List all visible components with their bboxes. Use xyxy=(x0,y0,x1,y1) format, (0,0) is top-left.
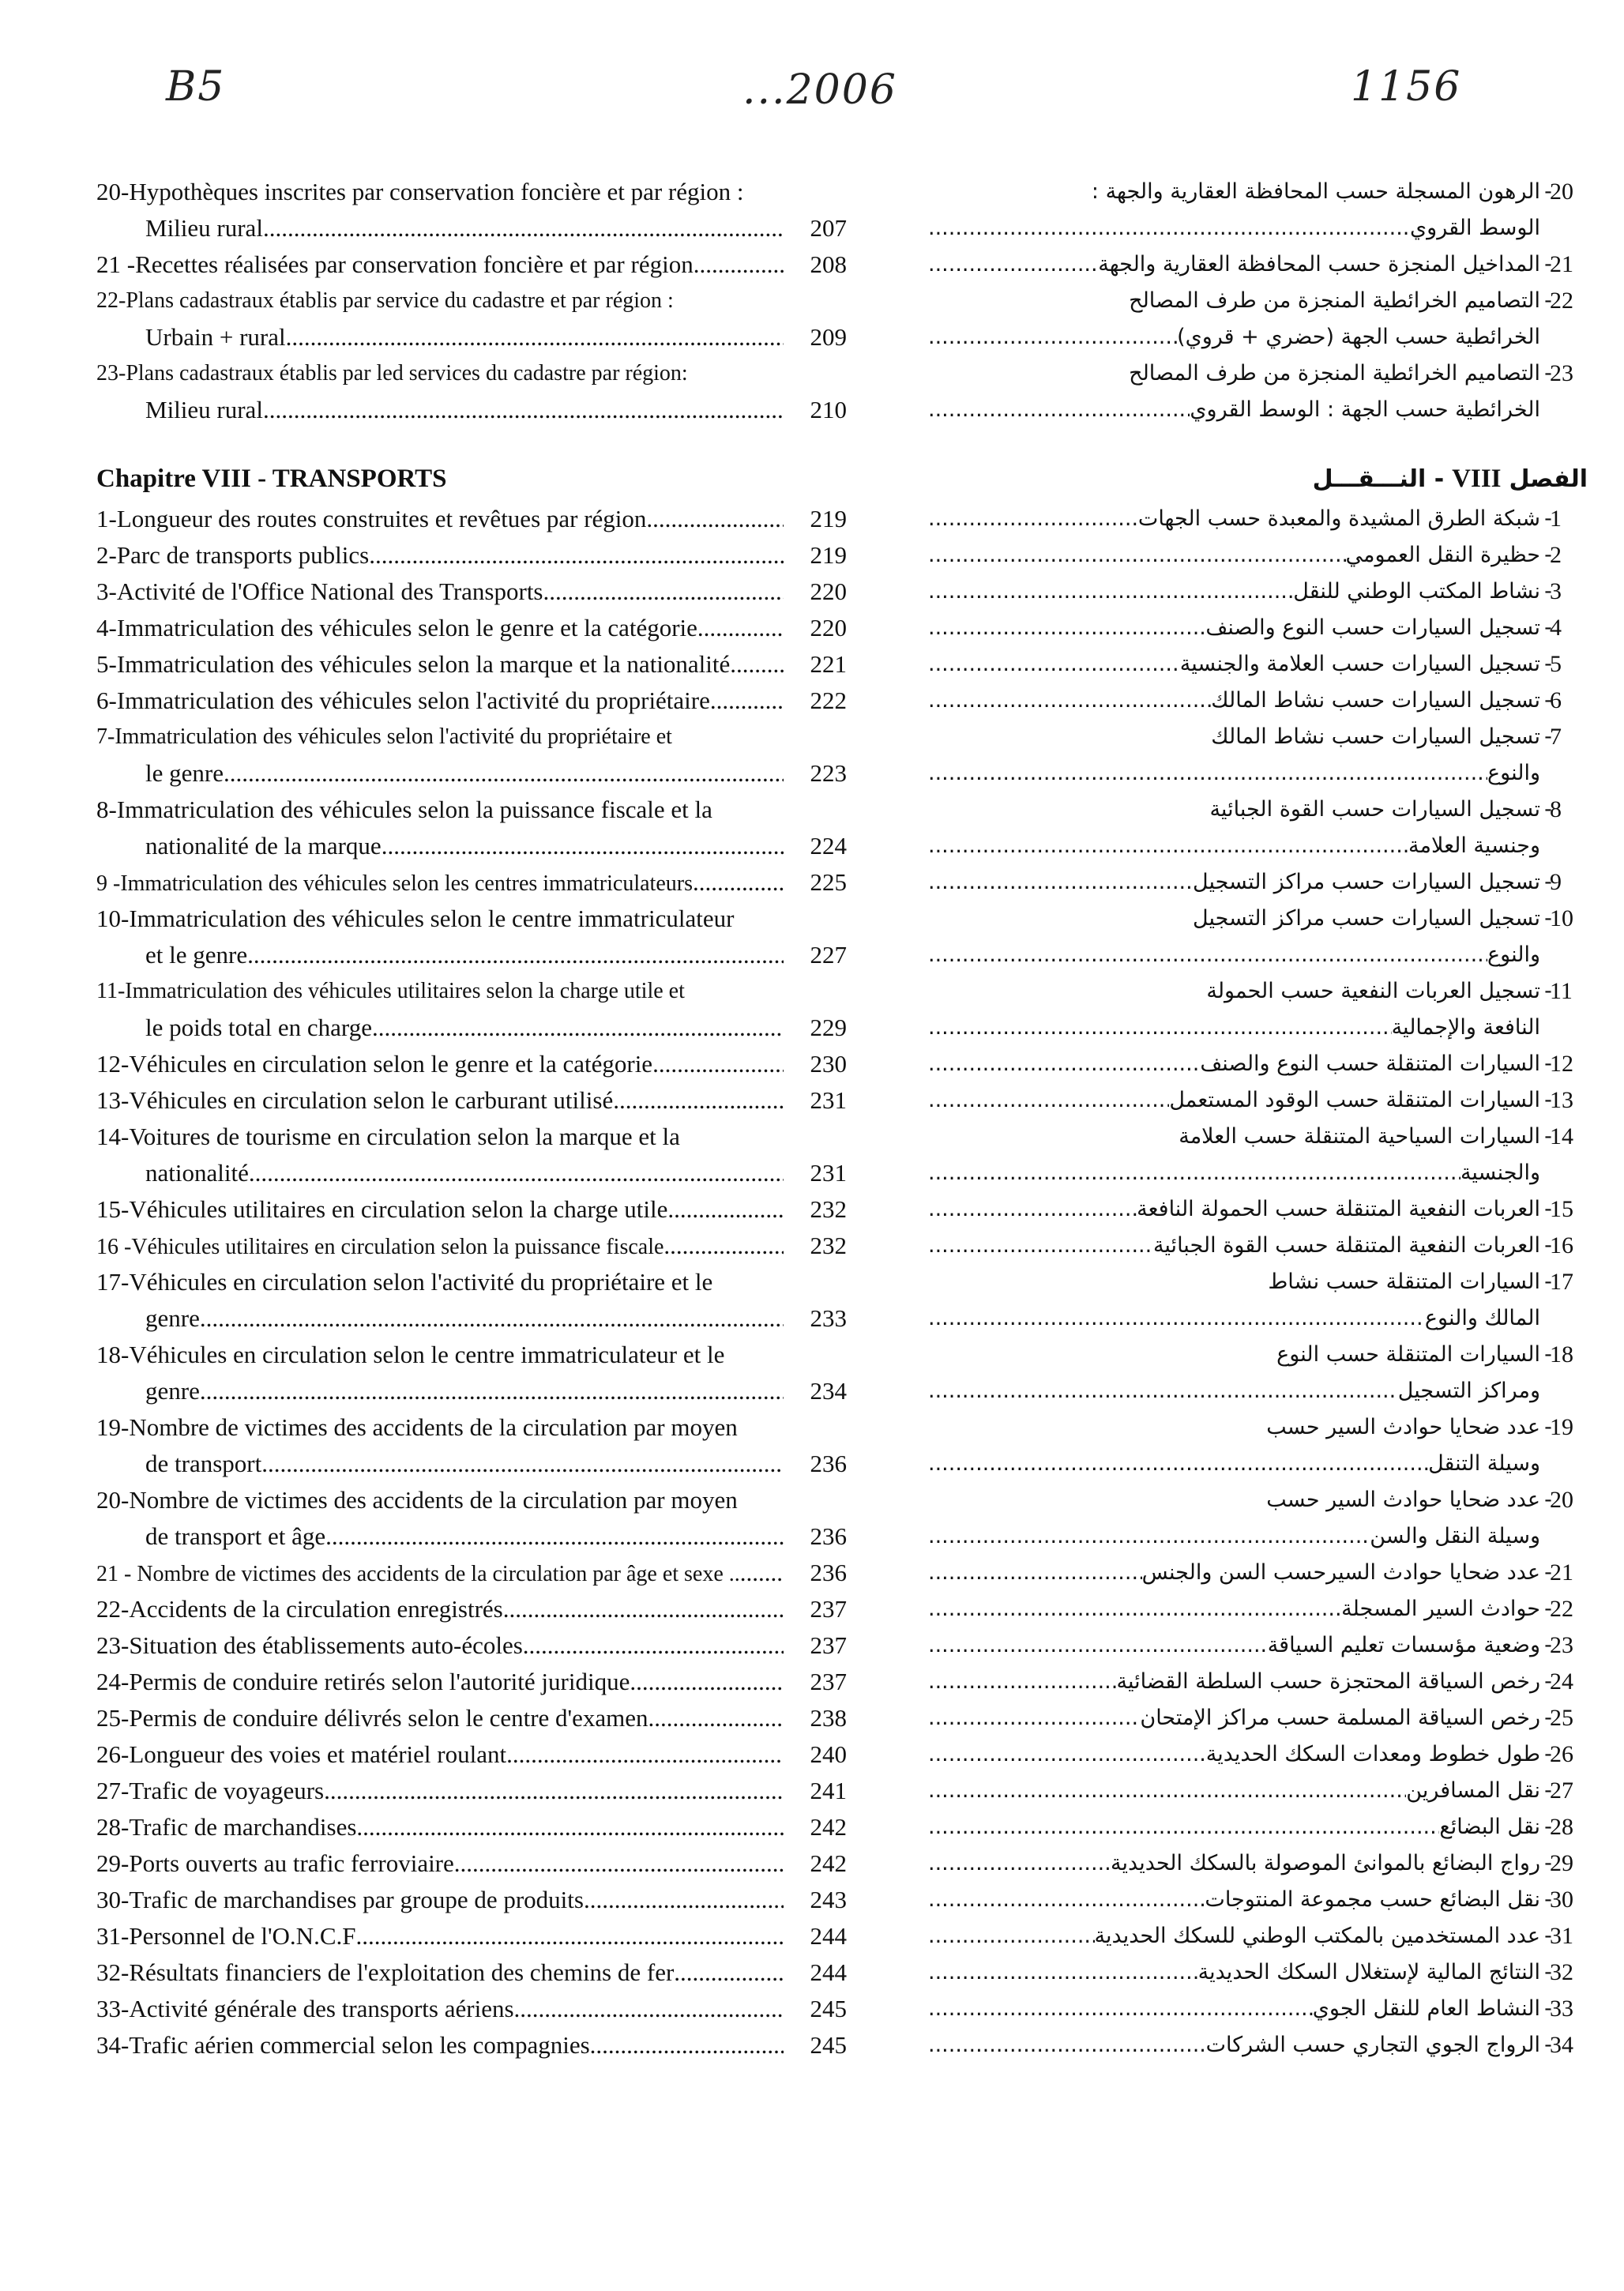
entry-title: et le genre xyxy=(145,941,248,969)
dot-leader xyxy=(740,1555,784,1591)
page-number: 238 xyxy=(810,1704,847,1732)
entry-dash: - xyxy=(1544,906,1552,931)
entry-title: Urbain + rural xyxy=(145,323,286,351)
dot-leader xyxy=(224,755,784,792)
page-number: 221 xyxy=(810,650,847,678)
chapter-title: Chapitre VIII - TRANSPORTS xyxy=(96,465,447,493)
entry-dash: - xyxy=(1544,506,1552,531)
entry-title: رخص السياقة المحتجزة حسب السلطة القضائية xyxy=(1116,1669,1540,1694)
entry-title: المداخيل المنجزة حسب المحافظة العقارية والجهة xyxy=(1098,252,1540,276)
entry-title: 22-Plans cadastraux établis par service du cadastre et par région : xyxy=(96,288,674,313)
page-number: 242 xyxy=(810,1813,847,1841)
dot-leader xyxy=(286,319,784,356)
entry-title: حظيرة النقل العمومي xyxy=(1345,543,1540,567)
entry-title: 31-Personnel de l'O.N.C.F xyxy=(96,1922,356,1950)
page-number: 236 xyxy=(810,1522,847,1550)
entry-number: 8 xyxy=(1550,796,1562,822)
dot-leader xyxy=(652,1046,784,1082)
dot-leader xyxy=(928,755,1487,792)
entry-title: تسجيل السيارات حسب العلامة والجنسية xyxy=(1179,652,1540,676)
dot-leader xyxy=(928,1082,1169,1119)
entry-number: 4 xyxy=(1550,615,1562,641)
page-number: 240 xyxy=(810,1740,847,1768)
dot-leader xyxy=(928,246,1098,283)
entry-dash: - xyxy=(1544,1051,1552,1076)
entry-title: التصاميم الخرائطية المنجزة من طرف المصالح xyxy=(1129,361,1540,386)
entry-title: طول خطوط ومعدات السكك الحديدية xyxy=(1205,1742,1540,1766)
page-number: 233 xyxy=(810,1304,847,1332)
dot-leader xyxy=(263,392,784,428)
entry-title: تسجيل السيارات حسب نشاط المالك xyxy=(1211,688,1540,713)
entry-title: 25-Permis de conduire délivrés selon le centre d'examen xyxy=(96,1704,648,1732)
entry-dash: - xyxy=(1544,1778,1552,1803)
entry-dash: - xyxy=(1544,1270,1552,1294)
dot-leader xyxy=(355,1918,784,1954)
entry-number: 11 xyxy=(1550,978,1573,1004)
entry-dash: - xyxy=(1544,1815,1552,1839)
dot-leader xyxy=(249,1155,784,1191)
entry-title: 27-Trafic de voyageurs xyxy=(96,1777,325,1804)
entry-dash: - xyxy=(1544,870,1552,894)
page-number: 234 xyxy=(810,1377,847,1405)
entry-title: شبكة الطرق المشيدة والمعبدة حسب الجهات xyxy=(1137,506,1540,531)
dot-leader xyxy=(928,1773,1406,1809)
entry-title: والنوع xyxy=(1487,942,1540,967)
entry-title: وسيلة النقل والسن xyxy=(1370,1524,1540,1548)
dot-leader xyxy=(928,1591,1341,1627)
entry-dash: - xyxy=(1544,2033,1552,2057)
entry-title: 10-Immatriculation des véhicules selon le centre immatriculateur xyxy=(96,905,735,932)
dot-leader xyxy=(928,1664,1116,1700)
dot-leader xyxy=(928,1300,1425,1337)
dot-leader xyxy=(584,1882,784,1918)
dot-leader xyxy=(928,1518,1370,1555)
entry-title: الخرائطية حسب الجهة (حضري + قروي) xyxy=(1177,325,1540,349)
dot-leader xyxy=(928,1700,1140,1736)
entry-title: العربات النفعية المتنقلة حسب القوة الجبائية xyxy=(1152,1233,1540,1258)
entry-dash: - xyxy=(1544,688,1552,713)
page-number: 210 xyxy=(810,396,847,423)
entry-title: 29-Ports ouverts au trafic ferroviaire xyxy=(96,1849,454,1877)
entry-number: 32 xyxy=(1550,1959,1573,1985)
entry-dash: - xyxy=(1544,1597,1552,1621)
entry-title: 28-Trafic de marchandises xyxy=(96,1813,357,1841)
handwritten-note-center: ...2006 xyxy=(742,66,897,114)
dot-leader xyxy=(674,1954,784,1991)
entry-number: 21 xyxy=(1550,251,1573,277)
entry-dash: - xyxy=(1544,1924,1552,1948)
page-number: 245 xyxy=(810,2031,847,2059)
dot-leader xyxy=(369,537,784,574)
entry-number: 34 xyxy=(1550,2032,1573,2058)
entry-number: 16 xyxy=(1550,1232,1573,1258)
dot-leader xyxy=(503,1591,784,1627)
entry-title: عدد ضحايا حوادث السير حسب xyxy=(1266,1488,1540,1512)
dot-leader xyxy=(928,210,1410,246)
dot-leader xyxy=(928,1228,1153,1264)
entry-number: 21 xyxy=(1550,1559,1573,1586)
page-number: 207 xyxy=(810,214,847,242)
entry-title: النافعة والإجمالية xyxy=(1391,1015,1540,1040)
dot-leader xyxy=(928,501,1138,537)
dot-leader xyxy=(928,937,1487,973)
entry-title: genre xyxy=(145,1304,200,1332)
dot-leader xyxy=(200,1300,784,1337)
entry-dash: - xyxy=(1544,1197,1552,1221)
entry-title: تسجيل السيارات حسب القوة الجبائية xyxy=(1209,797,1540,822)
entry-number: 15 xyxy=(1550,1196,1573,1222)
entry-dash: - xyxy=(1544,1560,1552,1585)
page-number: 232 xyxy=(810,1232,847,1259)
entry-title: 32-Résultats financiers de l'exploitation des chemins de fer xyxy=(96,1958,675,1986)
entry-number: 6 xyxy=(1550,687,1562,713)
entry-title: 2-Parc de transports publics xyxy=(96,541,370,569)
entry-title: 26-Longueur des voies et matériel roulant xyxy=(96,1740,507,1768)
page-number: 209 xyxy=(810,323,847,351)
dot-leader xyxy=(928,1627,1268,1664)
dot-leader xyxy=(928,610,1205,646)
entry-dash: - xyxy=(1544,797,1552,822)
entry-title: عدد المستخدمين بالمكتب الوطني للسكك الحديدية xyxy=(1094,1924,1540,1948)
entry-dash: - xyxy=(1544,1996,1552,2021)
entry-title: 23-Plans cadastraux établis par led services du cadastre par région: xyxy=(96,361,688,386)
dot-leader xyxy=(928,574,1293,610)
dot-leader xyxy=(261,1446,784,1482)
entry-title: نقل البضائع حسب مجموعة المنتوجات xyxy=(1205,1887,1540,1912)
entry-title: 3-Activité de l'Office National des Transports xyxy=(96,577,543,605)
entry-title: تسجيل السيارات حسب النوع والصنف xyxy=(1205,615,1540,640)
page-number: 219 xyxy=(810,541,847,569)
entry-title: والجنسية xyxy=(1460,1161,1540,1185)
entry-title: التصاميم الخرائطية المنجزة من طرف المصالح xyxy=(1129,288,1540,313)
entry-dash: - xyxy=(1544,1415,1552,1439)
entry-title: 7-Immatriculation des véhicules selon l'activité du propriétaire et xyxy=(96,724,672,749)
entry-title: nationalité de la marque xyxy=(145,832,382,860)
dot-leader xyxy=(928,537,1346,574)
dot-leader xyxy=(697,610,784,646)
entry-title: 30-Trafic de marchandises par groupe de produits xyxy=(96,1886,584,1913)
entry-title: الوسط القروي xyxy=(1410,216,1540,240)
chapter-roman: VIII xyxy=(1452,465,1502,493)
entry-title: 33-Activité générale des transports aériens xyxy=(96,1995,514,2022)
entry-title: نقل البضائع xyxy=(1439,1815,1540,1839)
entry-dash: - xyxy=(1544,1233,1552,1258)
handwritten-note-right: 1156 xyxy=(1351,63,1462,111)
page-number: 236 xyxy=(810,1450,847,1477)
dot-leader xyxy=(928,2027,1206,2063)
dot-leader xyxy=(613,1082,784,1119)
dot-leader xyxy=(646,501,784,537)
entry-number: 22 xyxy=(1550,288,1573,314)
entry-number: 28 xyxy=(1550,1814,1573,1840)
dot-leader xyxy=(506,1736,784,1773)
entry-title: نقل المسافرين xyxy=(1406,1778,1540,1803)
entry-title: الخرائطية حسب الجهة : الوسط القروي xyxy=(1190,397,1540,422)
dot-leader xyxy=(730,646,784,683)
page-number: 225 xyxy=(810,868,847,896)
entry-number: 9 xyxy=(1550,869,1562,895)
dot-leader xyxy=(928,828,1408,864)
entry-dash: - xyxy=(1544,1124,1552,1149)
entry-dash: - xyxy=(1544,1887,1552,1912)
page-number: 244 xyxy=(810,1958,847,1986)
entry-number: 20 xyxy=(1550,179,1573,205)
entry-title: عدد ضحايا حوادث السيرحسب السن والجنس xyxy=(1141,1560,1540,1585)
dot-leader xyxy=(514,1991,784,2027)
page-number: 241 xyxy=(810,1777,847,1804)
entry-dash: - xyxy=(1544,288,1552,313)
entry-title: 23-Situation des établissements auto-écoles xyxy=(96,1631,523,1659)
entry-title: 9 -Immatriculation des véhicules selon les centres immatriculateurs xyxy=(96,871,693,896)
dot-leader xyxy=(928,1954,1198,1991)
page-number: 237 xyxy=(810,1595,847,1623)
dot-leader xyxy=(928,1446,1428,1482)
entry-number: 17 xyxy=(1550,1269,1573,1295)
chapter-name: - النـــقـــل xyxy=(1312,465,1445,493)
entry-title: 16 -Véhicules utilitaires en circulation selon la puissance fiscale xyxy=(96,1235,664,1259)
dot-leader xyxy=(928,1809,1439,1845)
entry-dash: - xyxy=(1544,252,1552,276)
entry-title: 15-Véhicules utilitaires en circulation selon la charge utile xyxy=(96,1195,668,1223)
page-number: 237 xyxy=(810,1668,847,1695)
entry-title: genre xyxy=(145,1377,200,1405)
page-number: 220 xyxy=(810,577,847,605)
entry-title: 6-Immatriculation des véhicules selon l'activité du propriétaire xyxy=(96,687,710,714)
page-number: 243 xyxy=(810,1886,847,1913)
entry-title: 21 -Recettes réalisées par conservation foncière et par région xyxy=(96,250,694,278)
entry-title: المالك والنوع xyxy=(1424,1306,1540,1330)
entry-title: le poids total en charge xyxy=(145,1014,372,1041)
entry-number: 14 xyxy=(1550,1123,1573,1149)
entry-title: 13-Véhicules en circulation selon le carburant utilisé xyxy=(96,1086,614,1114)
entry-title: 17-Véhicules en circulation selon l'activité du propriétaire et le xyxy=(96,1268,713,1296)
dot-leader xyxy=(928,1010,1392,1046)
entry-dash: - xyxy=(1544,1088,1552,1112)
page-number: 230 xyxy=(810,1050,847,1078)
dot-leader xyxy=(325,1518,784,1555)
dot-leader xyxy=(664,1228,784,1264)
dot-leader xyxy=(928,1555,1142,1591)
page-number: 236 xyxy=(810,1559,847,1586)
entry-title: 11-Immatriculation des véhicules utilitaires selon la charge utile et xyxy=(96,979,685,1003)
entry-title: النتائج المالية لإستغلال السكك الحديدية xyxy=(1197,1960,1540,1984)
dot-leader xyxy=(630,1664,784,1700)
entry-title: de transport xyxy=(145,1450,262,1477)
page-number: 222 xyxy=(810,687,847,714)
entry-number: 22 xyxy=(1550,1596,1573,1622)
entry-title: nationalité xyxy=(145,1159,249,1187)
dot-leader xyxy=(590,2027,784,2063)
entry-title: 14-Voitures de tourisme en circulation selon la marque et la xyxy=(96,1123,680,1150)
chapter-title-arabic xyxy=(1313,465,1588,494)
entry-dash: - xyxy=(1544,1488,1552,1512)
page-number: 237 xyxy=(810,1631,847,1659)
entry-title: رواج البضائع بالموانئ الموصولة بالسكك الحديدية xyxy=(1111,1851,1540,1875)
dot-leader xyxy=(694,246,784,283)
entry-dash: - xyxy=(1544,579,1552,604)
dot-leader xyxy=(928,1918,1095,1954)
entry-title: وسيلة التنقل xyxy=(1428,1451,1540,1476)
entry-dash: - xyxy=(1544,1633,1552,1657)
entry-dash: - xyxy=(1544,615,1552,640)
entry-title: de transport et âge xyxy=(145,1522,326,1550)
entry-dash: - xyxy=(1544,652,1552,676)
dot-leader xyxy=(200,1373,784,1409)
page-number: 229 xyxy=(810,1014,847,1041)
entry-number: 25 xyxy=(1550,1705,1573,1731)
entry-number: 27 xyxy=(1550,1778,1573,1804)
dot-leader xyxy=(693,864,784,901)
entry-title: 18-Véhicules en circulation selon le centre immatriculateur et le xyxy=(96,1341,725,1368)
page-number: 232 xyxy=(810,1195,847,1223)
dot-leader xyxy=(382,828,784,864)
entry-title: الرواج الجوي التجاري حسب الشركات xyxy=(1205,2033,1540,2057)
entry-title: النشاط العام للنقل الجوي xyxy=(1312,1996,1540,2021)
entry-number: 7 xyxy=(1550,724,1562,750)
entry-dash: - xyxy=(1544,724,1552,749)
page-number: 227 xyxy=(810,941,847,969)
entry-number: 20 xyxy=(1550,1487,1573,1513)
entry-dash: - xyxy=(1544,1342,1552,1367)
dot-leader xyxy=(928,1046,1200,1082)
dot-leader xyxy=(667,1191,784,1228)
page-number: 244 xyxy=(810,1922,847,1950)
entry-title: 8-Immatriculation des véhicules selon la puissance fiscale et la xyxy=(96,796,712,823)
page-number: 208 xyxy=(810,250,847,278)
entry-title: Milieu rural xyxy=(145,396,263,423)
entry-title: السيارات المتنقلة حسب نشاط xyxy=(1268,1270,1540,1294)
dot-leader xyxy=(648,1700,784,1736)
entry-title: 19-Nombre de victimes des accidents de la circulation par moyen xyxy=(96,1413,738,1441)
entry-title: 22-Accidents de la circulation enregistrés xyxy=(96,1595,503,1623)
dot-leader xyxy=(247,937,784,973)
entry-title: 34-Trafic aérien commercial selon les compagnies xyxy=(96,2031,590,2059)
page-number: 219 xyxy=(810,505,847,532)
entry-number: 18 xyxy=(1550,1341,1573,1367)
entry-dash: - xyxy=(1544,361,1552,386)
page-number: 223 xyxy=(810,759,847,787)
dot-leader xyxy=(372,1010,784,1046)
entry-title: عدد ضحايا حوادث السير حسب xyxy=(1266,1415,1540,1439)
entry-title: 20-Hypothèques inscrites par conservation foncière et par région : xyxy=(96,178,744,205)
dot-leader xyxy=(523,1627,784,1664)
entry-title: 4-Immatriculation des véhicules selon le genre et la catégorie xyxy=(96,614,697,641)
entry-dash: - xyxy=(1544,1669,1552,1694)
entry-number: 10 xyxy=(1550,905,1573,931)
entry-title: نشاط المكتب الوطني للنقل xyxy=(1293,579,1540,604)
dot-leader xyxy=(928,392,1190,428)
dot-leader xyxy=(928,864,1193,901)
entry-number: 1 xyxy=(1550,506,1562,532)
page-number: 231 xyxy=(810,1086,847,1114)
page-number: 231 xyxy=(810,1159,847,1187)
entry-title: والنوع xyxy=(1487,761,1540,785)
entry-title: رخص السياقة المسلمة حسب مراكز الإمتحان xyxy=(1140,1706,1540,1730)
entry-title: 12-Véhicules en circulation selon le genre et la catégorie xyxy=(96,1050,653,1078)
page-number: 224 xyxy=(810,832,847,860)
entry-title: 1-Longueur des routes construites et revêtues par région xyxy=(96,505,647,532)
entry-number: 12 xyxy=(1550,1051,1573,1077)
dot-leader xyxy=(928,1736,1206,1773)
entry-title: 24-Permis de conduire retirés selon l'autorité juridique xyxy=(96,1668,630,1695)
entry-number: 23 xyxy=(1550,1632,1573,1658)
dot-leader xyxy=(928,1373,1398,1409)
entry-dash: - xyxy=(1544,1742,1552,1766)
entry-number: 33 xyxy=(1550,1996,1573,2022)
dot-leader xyxy=(928,1991,1313,2027)
entry-title: وجنسية العلامة xyxy=(1408,833,1540,858)
chapter-prefix: الفصل xyxy=(1509,465,1588,493)
entry-title: السيارات المتنقلة حسب النوع والصنف xyxy=(1200,1051,1540,1076)
dot-leader xyxy=(543,574,784,610)
entry-title: Milieu rural xyxy=(145,214,263,242)
dot-leader xyxy=(356,1809,784,1845)
entry-title: تسجيل السيارات حسب مراكز التسجيل xyxy=(1193,870,1540,894)
dot-leader xyxy=(928,1845,1111,1882)
entry-number: 13 xyxy=(1550,1087,1573,1113)
entry-number: 24 xyxy=(1550,1668,1573,1695)
entry-dash: - xyxy=(1544,543,1552,567)
entry-title: تسجيل العربات النفعية حسب الحمولة xyxy=(1206,979,1540,1003)
entry-dash: - xyxy=(1544,1960,1552,1984)
entry-title: السيارات المتنقلة حسب النوع xyxy=(1276,1342,1540,1367)
entry-dash: - xyxy=(1544,1706,1552,1730)
entry-title: وضعية مؤسسات تعليم السياقة xyxy=(1267,1633,1540,1657)
dot-leader xyxy=(263,210,784,246)
entry-title: 5-Immatriculation des véhicules selon la marque et la nationalité xyxy=(96,650,731,678)
entry-number: 2 xyxy=(1550,542,1562,568)
entry-title: حوادث السير المسجلة xyxy=(1341,1597,1540,1621)
entry-title: ومراكز التسجيل xyxy=(1397,1379,1540,1403)
dot-leader xyxy=(928,646,1180,683)
entry-title: تسجيل السيارات حسب نشاط المالك xyxy=(1211,724,1540,749)
page-number: 242 xyxy=(810,1849,847,1877)
entry-number: 3 xyxy=(1550,578,1562,604)
page-number: 245 xyxy=(810,1995,847,2022)
dot-leader xyxy=(710,683,784,719)
entry-title: السيارات السياحية المتنقلة حسب العلامة xyxy=(1179,1124,1540,1149)
entry-number: 23 xyxy=(1550,360,1573,386)
handwritten-note-left: B5 xyxy=(166,63,226,111)
entry-number: 26 xyxy=(1550,1741,1573,1767)
entry-dash: - xyxy=(1544,979,1552,1003)
entry-number: 29 xyxy=(1550,1850,1573,1876)
dot-leader xyxy=(928,1191,1137,1228)
dot-leader xyxy=(928,1155,1460,1191)
entry-title: تسجيل السيارات حسب مراكز التسجيل xyxy=(1193,906,1540,931)
entry-number: 31 xyxy=(1550,1923,1573,1949)
page-number: 220 xyxy=(810,614,847,641)
entry-title: le genre xyxy=(145,759,224,787)
dot-leader xyxy=(324,1773,784,1809)
entry-dash: - xyxy=(1544,1851,1552,1875)
entry-title: 20-Nombre de victimes des accidents de la circulation par moyen xyxy=(96,1486,738,1514)
entry-title: العربات النفعية المتنقلة حسب الحمولة النافعة xyxy=(1137,1197,1540,1221)
dot-leader xyxy=(454,1845,784,1882)
entry-number: 19 xyxy=(1550,1414,1573,1440)
dot-leader xyxy=(928,319,1177,356)
entry-title: السيارات المتنقلة حسب الوقود المستعمل xyxy=(1169,1088,1540,1112)
dot-leader xyxy=(928,683,1211,719)
entry-title: 21 - Nombre de victimes des accidents de la circulation par âge et sexe .. xyxy=(96,1562,740,1586)
entry-dash: - xyxy=(1544,179,1552,204)
dot-leader xyxy=(928,1882,1205,1918)
entry-title: الرهون المسجلة حسب المحافظة العقارية والجهة : xyxy=(1091,179,1540,204)
entry-number: 5 xyxy=(1550,651,1562,677)
entry-number: 30 xyxy=(1550,1887,1573,1913)
